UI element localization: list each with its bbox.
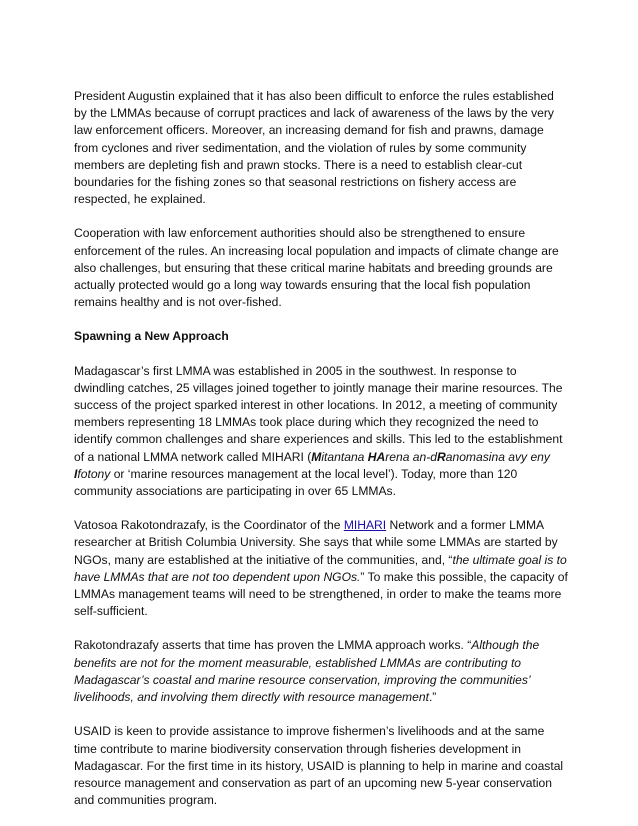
acronym-r: R: [437, 449, 446, 464]
acronym-i-rest: fotony: [77, 466, 111, 481]
approach-text-a: Rakotondrazafy asserts that time has proven the LMMA approach works. “: [74, 638, 472, 653]
paragraph-enforcement: President Augustin explained that it has also been difficult to enforce the rules established by the LMMAs because of corrupt practices and lack of awareness of the laws by the very law enforcement officers. Moreover, an increasing demand for fish and prawns, damage from cyclones and river sedimentation, and the violation of rules by some community members are depleting fish and prawn stocks. There is a need to establish clear-cut boundaries for the fishing zones so that seasonal restrictions on fishery access are respected, he explained.: [74, 89, 554, 207]
section-heading: Spawning a New Approach: [74, 329, 229, 344]
paragraph-usaid: USAID is keen to provide assistance to improve fishermen’s livelihoods and at the same time contribute to marine biodiversity conservation through fisheries development in Madagascar. For the first time in its history, USAID is planning to help in marine and coastal resource management and conservation as part of an upcoming new 5-year conservation and communities program.: [74, 724, 564, 808]
coordinator-quote: the ultimate goal is to have LMMAs that are not too dependent upon NGOs.: [74, 552, 567, 584]
coordinator-text-c: ” To make this possible, the capacity of LMMAs management teams will need to be strengthened, in order to make the teams more self-sufficient.: [74, 569, 568, 619]
acronym-i: I: [74, 466, 78, 481]
approach-text-b: .”: [428, 690, 437, 705]
coordinator-text-b: Network and a former LMMA researcher at British Columbia University. She says that while some LMMAs are started by NGOs, many are established at the initiative of the communities, and, “: [74, 518, 558, 567]
paragraph-approach: [74, 637, 568, 706]
approach-quote: Although the benefits are not for the moment measurable, established LMMAs are contributing to Madagascar’s coastal and marine resource conservation, improving the communities’ livelihoods, and involving them directly with resource management: [74, 638, 540, 705]
acronym-m-rest: itantana: [321, 449, 368, 464]
acronym-ha-rest: rena an-d: [385, 449, 438, 464]
paragraph-coordinator: [74, 517, 568, 620]
paragraph-history: [74, 363, 568, 501]
history-text-a: Madagascar’s first LMMA was established in 2005 in the southwest. In response to dwindling catches, 25 villages joined together to jointly manage their marine resources. The success of the project sparked interest in other locations. In 2012, a meeting of community members representing 18 LMMAs took place during which they recognized the need to identify common challenges and share experiences and skills. This led to the establishment of a national LMMA network called MIHARI (: [74, 363, 563, 464]
acronym-ha: HA: [367, 449, 386, 464]
acronym-m: M: [311, 449, 322, 464]
coordinator-text-a: Vatosoa Rakotondrazafy, is the Coordinator of the: [74, 518, 344, 533]
acronym-r-rest: anomasina avy eny: [445, 449, 550, 464]
paragraph-cooperation: Cooperation with law enforcement authorities should also be strengthened to ensure enforcement of the rules. An increasing local population and impacts of climate change are also challenges, but ensuring that these critical marine habitats and breeding grounds are actually protected would go a long way towards ensuring that the local fish population remains healthy and is not over-fished.: [74, 226, 559, 310]
mihari-link[interactable]: MIHARI: [343, 518, 387, 533]
history-text-b: or ‘marine resources management at the local level’). Today, more than 120 community associations are participating in over 65 LMMAs.: [74, 466, 518, 499]
